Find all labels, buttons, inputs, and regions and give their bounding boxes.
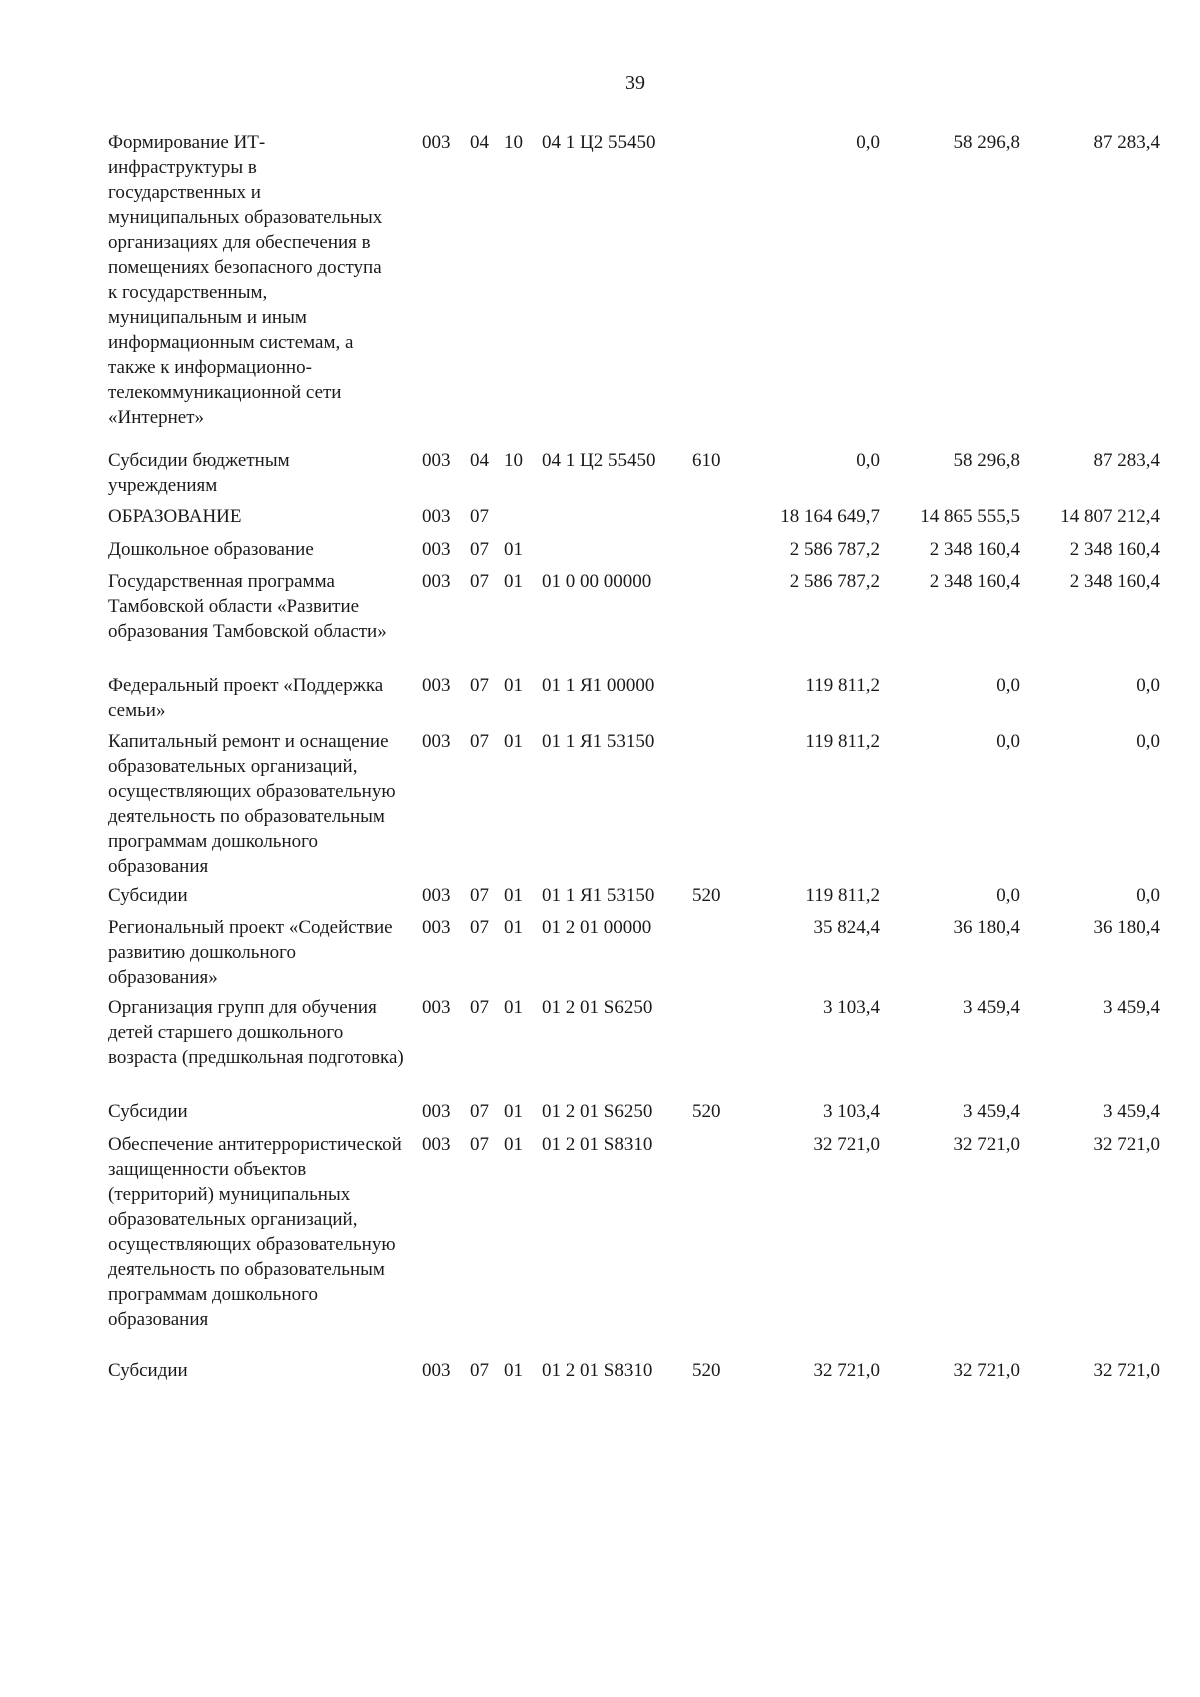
row-year3: 14 807 212,4 <box>1060 506 1160 527</box>
row-year2: 58 296,8 <box>953 450 1020 471</box>
row-year3: 3 459,4 <box>1103 1101 1160 1122</box>
row-name: Дошкольное образование <box>108 539 314 560</box>
table-row <box>108 569 1178 673</box>
row-rz: 07 <box>470 675 489 696</box>
row-rz: 07 <box>470 1101 489 1122</box>
budget-table <box>108 130 1178 1391</box>
page-number: 39 <box>625 72 645 94</box>
row-year3: 0,0 <box>1136 885 1160 906</box>
row-csr: 04 1 Ц2 55450 <box>542 132 656 153</box>
row-year3: 36 180,4 <box>1093 917 1160 938</box>
row-rz: 07 <box>470 885 489 906</box>
table-row <box>108 995 1178 1099</box>
row-year2: 0,0 <box>996 731 1020 752</box>
row-vr: 610 <box>692 450 721 471</box>
table-row <box>108 883 1178 915</box>
row-name: Организация групп для обучения детей старшего дошкольного возраста (предшкольная подготовка) <box>108 997 404 1068</box>
row-csr: 01 2 01 S8310 <box>542 1134 653 1155</box>
row-rz: 07 <box>470 1360 489 1381</box>
row-name: Государственная программа Тамбовской области «Развитие образования Тамбовской области» <box>108 571 387 642</box>
row-year3: 87 283,4 <box>1093 450 1160 471</box>
row-year1: 0,0 <box>856 132 880 153</box>
row-name: Субсидии <box>108 885 188 906</box>
row-year2: 0,0 <box>996 885 1020 906</box>
row-name: Формирование ИТ-инфраструктуры в государственных и муниципальных образовательных организациях для обеспечения в помещениях безопасного доступа к государственным, муниципальным и иным информационным системам, а также к информационно-телекоммуникационной сети «Интернет» <box>108 132 383 428</box>
table-row <box>108 504 1178 537</box>
row-rz: 04 <box>470 450 489 471</box>
row-csr: 01 2 01 S8310 <box>542 1360 653 1381</box>
row-gr: 003 <box>422 675 451 696</box>
row-name: ОБРАЗОВАНИЕ <box>108 506 242 527</box>
row-year2: 2 348 160,4 <box>929 571 1020 592</box>
row-gr: 003 <box>422 132 451 153</box>
table-row <box>108 130 1178 448</box>
row-vr: 520 <box>692 1101 721 1122</box>
table-row <box>108 1358 1178 1391</box>
table-row <box>108 729 1178 883</box>
row-year3: 2 348 160,4 <box>1069 571 1160 592</box>
row-rz: 07 <box>470 506 489 527</box>
row-csr: 01 2 01 S6250 <box>542 997 653 1018</box>
table-row <box>108 673 1178 729</box>
row-year1: 3 103,4 <box>823 1101 880 1122</box>
row-name: Субсидии <box>108 1360 188 1381</box>
row-year2: 3 459,4 <box>963 1101 1020 1122</box>
row-gr: 003 <box>422 1101 451 1122</box>
row-year2: 32 721,0 <box>953 1360 1020 1381</box>
row-pr: 01 <box>504 997 523 1018</box>
row-pr: 01 <box>504 1101 523 1122</box>
row-pr: 01 <box>504 539 523 560</box>
row-gr: 003 <box>422 450 451 471</box>
row-year1: 119 811,2 <box>805 675 880 696</box>
row-rz: 07 <box>470 997 489 1018</box>
row-gr: 003 <box>422 917 451 938</box>
row-year1: 32 721,0 <box>813 1360 880 1381</box>
row-gr: 003 <box>422 571 451 592</box>
row-year1: 119 811,2 <box>805 731 880 752</box>
row-pr: 01 <box>504 885 523 906</box>
row-name: Субсидии <box>108 1101 188 1122</box>
row-csr: 01 2 01 S6250 <box>542 1101 653 1122</box>
row-year2: 2 348 160,4 <box>929 539 1020 560</box>
row-pr: 01 <box>504 731 523 752</box>
row-gr: 003 <box>422 1134 451 1155</box>
table-row <box>108 537 1178 569</box>
row-year1: 18 164 649,7 <box>780 506 880 527</box>
row-year1: 0,0 <box>856 450 880 471</box>
row-name: Обеспечение антитеррористической защищенности объектов (территорий) муниципальных образовательных организаций, осуществляющих образовательную деятельность по образовательным программам дошкольного образования <box>108 1134 402 1330</box>
row-name: Региональный проект «Содействие развитию дошкольного образования» <box>108 917 393 988</box>
row-gr: 003 <box>422 731 451 752</box>
row-vr: 520 <box>692 1360 721 1381</box>
row-year2: 58 296,8 <box>953 132 1020 153</box>
row-pr: 10 <box>504 450 523 471</box>
row-csr: 01 1 Я1 53150 <box>542 885 655 906</box>
row-pr: 01 <box>504 675 523 696</box>
row-year3: 32 721,0 <box>1093 1360 1160 1381</box>
row-gr: 003 <box>422 539 451 560</box>
row-year3: 3 459,4 <box>1103 997 1160 1018</box>
row-vr: 520 <box>692 885 721 906</box>
row-year3: 32 721,0 <box>1093 1134 1160 1155</box>
row-pr: 01 <box>504 917 523 938</box>
table-row <box>108 448 1178 504</box>
row-year1: 119 811,2 <box>805 885 880 906</box>
row-year1: 3 103,4 <box>823 997 880 1018</box>
row-gr: 003 <box>422 885 451 906</box>
row-csr: 01 1 Я1 00000 <box>542 675 655 696</box>
row-rz: 07 <box>470 917 489 938</box>
row-pr: 01 <box>504 1134 523 1155</box>
table-row <box>108 1132 1178 1358</box>
row-pr: 10 <box>504 132 523 153</box>
row-year3: 87 283,4 <box>1093 132 1160 153</box>
row-rz: 07 <box>470 539 489 560</box>
row-csr: 01 2 01 00000 <box>542 917 652 938</box>
row-csr: 01 1 Я1 53150 <box>542 731 655 752</box>
row-rz: 07 <box>470 731 489 752</box>
row-year2: 0,0 <box>996 675 1020 696</box>
row-pr: 01 <box>504 1360 523 1381</box>
table-row <box>108 1099 1178 1132</box>
row-name: Субсидии бюджетным учреждениям <box>108 450 290 496</box>
row-year3: 0,0 <box>1136 731 1160 752</box>
row-pr: 01 <box>504 571 523 592</box>
row-csr: 04 1 Ц2 55450 <box>542 450 656 471</box>
row-year2: 32 721,0 <box>953 1134 1020 1155</box>
row-year1: 35 824,4 <box>813 917 880 938</box>
row-gr: 003 <box>422 1360 451 1381</box>
row-name: Федеральный проект «Поддержка семьи» <box>108 675 384 721</box>
row-csr: 01 0 00 00000 <box>542 571 652 592</box>
row-rz: 04 <box>470 132 489 153</box>
row-rz: 07 <box>470 571 489 592</box>
row-year3: 2 348 160,4 <box>1069 539 1160 560</box>
row-name: Капитальный ремонт и оснащение образовательных организаций, осуществляющих образовательную деятельность по образовательным программам дошкольного образования <box>108 731 396 877</box>
row-year2: 3 459,4 <box>963 997 1020 1018</box>
row-year1: 2 586 787,2 <box>789 539 880 560</box>
row-year2: 36 180,4 <box>953 917 1020 938</box>
row-gr: 003 <box>422 506 451 527</box>
row-year2: 14 865 555,5 <box>920 506 1020 527</box>
row-rz: 07 <box>470 1134 489 1155</box>
row-gr: 003 <box>422 997 451 1018</box>
table-row <box>108 915 1178 995</box>
row-year1: 2 586 787,2 <box>789 571 880 592</box>
row-year1: 32 721,0 <box>813 1134 880 1155</box>
row-year3: 0,0 <box>1136 675 1160 696</box>
